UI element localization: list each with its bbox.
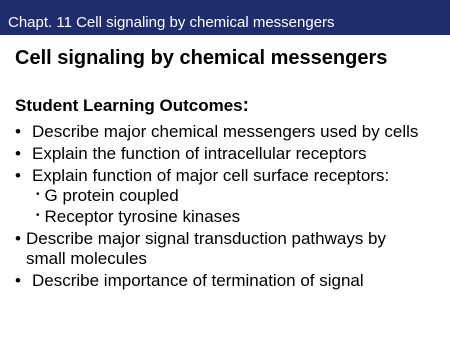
outcome-item-continuation: [26, 249, 147, 269]
outcome-item: [15, 166, 389, 186]
outcome-subitem-text: G protein coupled: [44, 186, 179, 205]
outcomes-heading-colon: :: [242, 95, 249, 116]
outcome-item-text: Explain function of major cell surface receptors:: [32, 166, 390, 185]
outcomes-heading-text: Student Learning Outcomes: [15, 96, 243, 115]
outcome-item-text: Describe importance of termination of signal: [32, 271, 364, 290]
outcome-subitem: [36, 186, 179, 207]
outcome-subitem: [36, 207, 240, 228]
outcome-item-text: Explain the function of intracellular receptors: [32, 144, 367, 163]
outcome-item: [15, 229, 386, 249]
bullet-icon: •: [15, 271, 21, 290]
outcome-item: [15, 271, 364, 291]
bullet-icon: •: [15, 229, 21, 248]
header-chapter-label: Chapt. 11 Cell signaling by chemical messengers: [8, 14, 335, 31]
bullet-icon: •: [15, 122, 21, 141]
outcome-item: [15, 144, 367, 164]
bullet-icon: •: [15, 144, 21, 163]
bullet-icon: •: [15, 166, 21, 185]
outcome-subitem-text: Receptor tyrosine kinases: [44, 207, 241, 226]
outcome-item-text: Describe major chemical messengers used by cells: [32, 122, 419, 141]
outcomes-heading: [15, 96, 249, 116]
slide-title: Cell signaling by chemical messengers: [15, 47, 388, 69]
outcome-item: [15, 122, 418, 142]
outcome-item-text: Describe major signal transduction pathways by: [26, 229, 387, 248]
sub-bullet-icon: •: [36, 188, 40, 200]
outcome-item-continuation-text: small molecules: [26, 249, 147, 268]
sub-bullet-icon: •: [36, 209, 40, 221]
